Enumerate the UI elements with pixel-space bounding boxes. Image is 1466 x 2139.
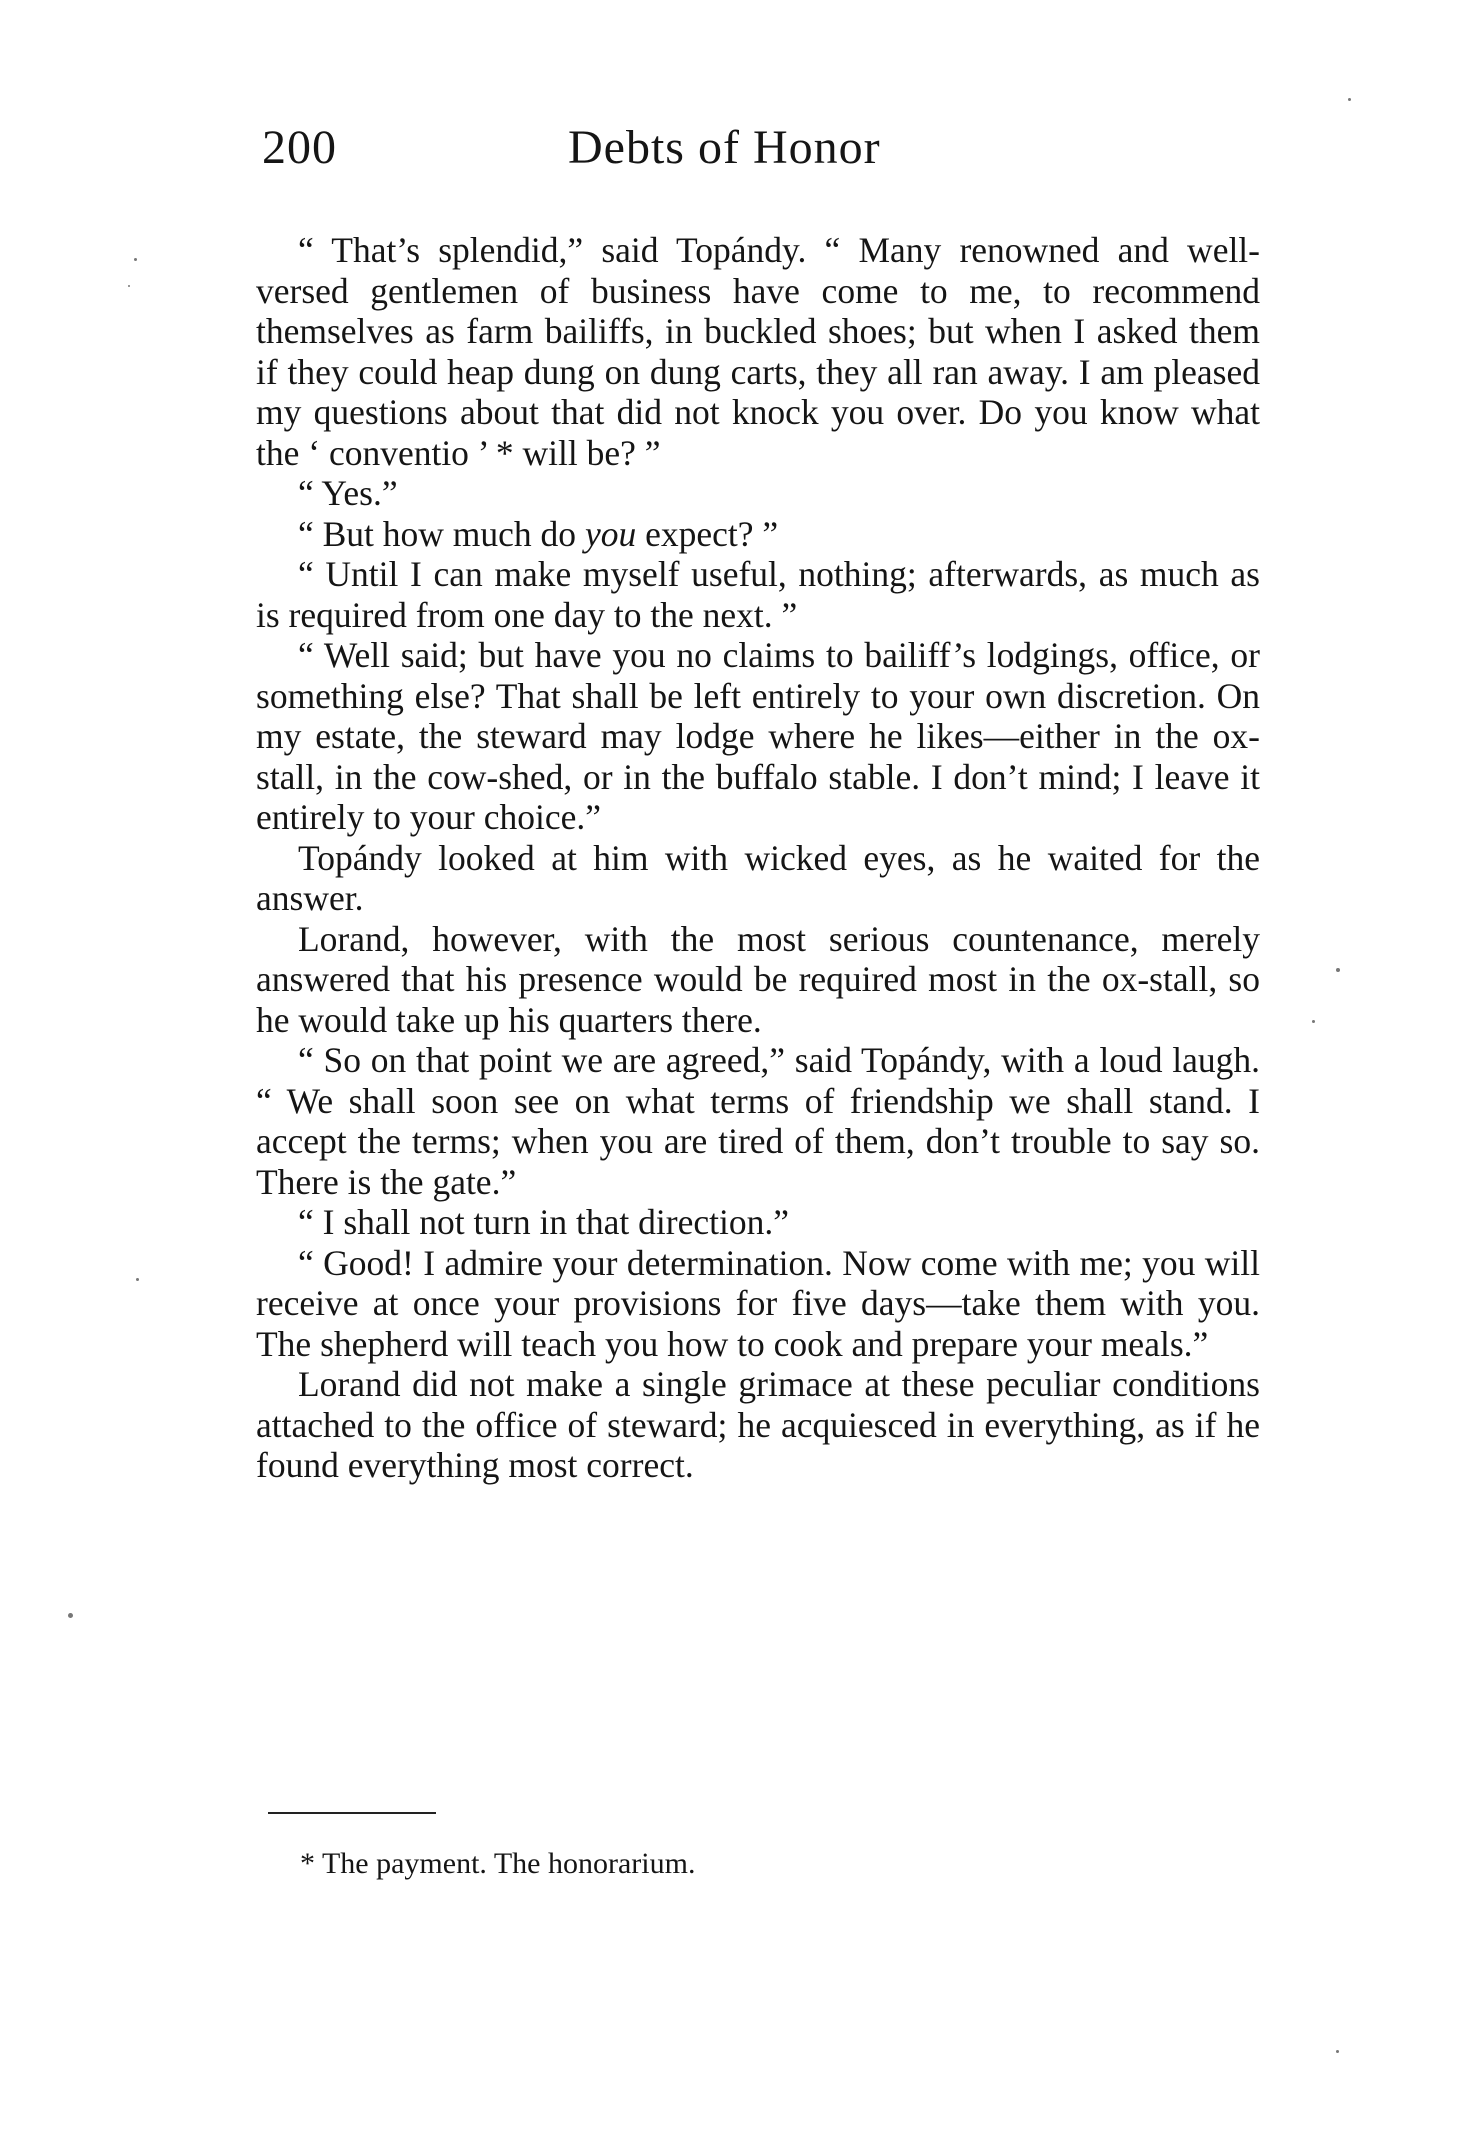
footnote-rule: [268, 1812, 436, 1814]
paragraph: [256, 473, 1260, 514]
scan-speck: [1312, 1020, 1315, 1023]
paragraph-text: “ Well said; but have you no claims to bailiff’s lodgings, office, or something else? That shall be left entirely to your own discretion. On my estate, the steward may lodge where he likes—either in the ox-stall, in the cow-shed, or in the buffalo stable. I don’t mind; I leave it entirely to your choice.”: [256, 635, 1260, 837]
footnote: * The payment. The honorarium.: [300, 1847, 696, 1880]
paragraph: [256, 1040, 1260, 1202]
paragraph-text: expect? ”: [636, 513, 779, 554]
scan-speck: [1336, 968, 1340, 972]
paragraph: [256, 554, 1260, 635]
paragraph-text: “ I shall not turn in that direction.”: [298, 1202, 789, 1242]
paragraph: [256, 1202, 1260, 1243]
paragraph-text: “ But how much do: [298, 513, 585, 554]
scan-speck: [136, 1278, 139, 1281]
paragraph-text: “ Yes.”: [298, 473, 398, 513]
paragraph: [256, 514, 1260, 555]
running-title: Debts of Honor: [568, 121, 881, 174]
paragraph-text: Lorand did not make a single grimace at these peculiar conditions attached to the office of steward; he acquiesced in everything, as if he found everything most correct.: [256, 1364, 1260, 1485]
scan-speck: [1348, 98, 1351, 101]
paragraph-text: “ Good! I admire your determination. Now come with me; you will receive at once your provisions for five days—take them with you. The shepherd will teach you how to cook and prepare your meals.”: [256, 1242, 1260, 1364]
paragraph: [256, 838, 1260, 919]
paragraph: [256, 1364, 1260, 1486]
paragraph-text: “ So on that point we are agreed,” said Topándy, with a loud laugh. “ We shall soon see on what terms of friendship we shall stand. I accept the terms; when you are tired of them, don’t trouble to say so. There is the gate.”: [256, 1040, 1260, 1202]
italic-text: you: [584, 513, 637, 554]
paragraph-text: “ Until I can make myself useful, nothing; afterwards, as much as is required from one day to the next. ”: [256, 554, 1260, 635]
paragraph: [256, 919, 1260, 1041]
scan-speck: [68, 1613, 73, 1618]
body-text: [256, 230, 1260, 1486]
scan-speck: [134, 258, 137, 261]
scan-speck: [128, 285, 130, 287]
page-number: 200: [262, 121, 337, 174]
paragraph-text: “ That’s splendid,” said Topándy. “ Many renowned and well-versed gentlemen of business have come to me, to recommend themselves as farm bailiffs, in buckled shoes; but when I asked them if they could heap dung on dung carts, they all ran away. I am pleased my questions about that did not knock you over. Do you know what the ‘ conventio ’ * will be? ”: [256, 230, 1260, 473]
paragraph: [256, 230, 1260, 473]
paragraph-text: Lorand, however, with the most serious countenance, merely answered that his presence would be required most in the ox-stall, so he would take up his quarters there.: [256, 918, 1260, 1040]
paragraph: [256, 635, 1260, 838]
page-header: [262, 120, 1262, 190]
paragraph: [256, 1243, 1260, 1365]
scan-speck: [1336, 2050, 1339, 2053]
paragraph-text: Topándy looked at him with wicked eyes, as he waited for the answer.: [256, 837, 1260, 918]
